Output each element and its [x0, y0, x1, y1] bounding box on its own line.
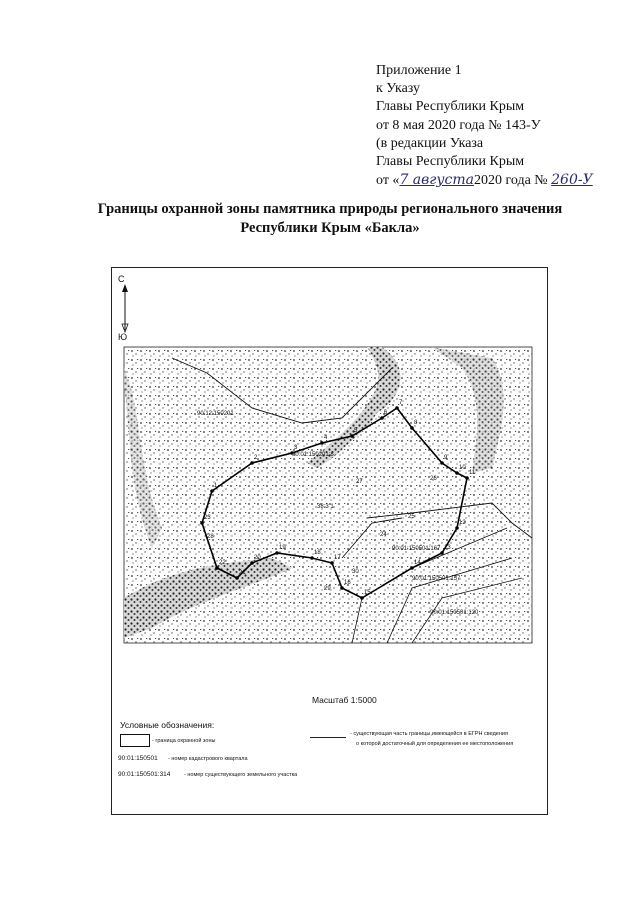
point-label: 21 [239, 570, 246, 576]
point-label: 14 [414, 560, 421, 566]
handwritten-number: 260-У [551, 172, 593, 189]
point-label: 24 [380, 532, 387, 538]
legend-quarter-desc: - номер кадастрового квартала [168, 756, 248, 762]
zone-label: 38:3 1 [317, 504, 334, 510]
point-label: 23 [204, 515, 211, 521]
map-scale: Масштаб 1:5000 [312, 695, 377, 705]
point-label: 22 [219, 560, 226, 566]
point-label: 29 [324, 586, 331, 592]
point-label: 18 [314, 550, 321, 556]
legend-existing-desc-1: - существующая часть границы,имеющейся в ЕГРН сведения [350, 731, 508, 737]
point-label: 16 [344, 580, 351, 586]
header-line: Главы Республики Крым [376, 99, 525, 115]
point-label: 27 [356, 479, 363, 485]
point-label: 10 [459, 465, 466, 471]
header-line: от 8 мая 2020 года № 143-У [376, 117, 541, 133]
handwritten-date: 7 августа [399, 172, 474, 189]
point-label: 28 [207, 534, 214, 540]
legend-title: Условные обозначения: [120, 720, 215, 730]
legend-existing-line [310, 737, 346, 738]
compass-south-label: Ю [118, 332, 128, 342]
point-label: 3 [294, 445, 298, 451]
compass-north-label: С [118, 274, 125, 284]
map-frame [111, 267, 548, 815]
legend-parcel-desc: - номер существующего земельного участка [184, 772, 298, 778]
legend-zone-swatch [120, 734, 150, 747]
document-title [40, 200, 620, 238]
quarter-label: 90:12:150201 [197, 411, 234, 417]
point-label: 4 [324, 435, 328, 441]
legend-quarter-code: 90:01:150501 [118, 755, 158, 762]
point-label: 12 [459, 520, 466, 526]
point-label: 8 [414, 420, 418, 426]
parcel-label: 90:01:150501:120 [430, 610, 479, 616]
point-label: 19 [279, 545, 286, 551]
point-label: 15 [364, 590, 371, 596]
parcel-label: 90:01:150501:167 [392, 546, 441, 552]
header-line: (в редакции Указа [376, 135, 484, 151]
header-line: Приложение 1 [376, 63, 462, 78]
point-label: 20 [254, 555, 261, 561]
point-label: 11 [469, 470, 476, 476]
point-label: 30 [352, 569, 359, 575]
point-label: 1 [214, 483, 218, 489]
point-label: 5 [354, 428, 358, 434]
point-label: 6 [384, 410, 388, 416]
point-label: 13 [444, 545, 451, 551]
parcel-label: 90:01:150501:157 [412, 576, 461, 582]
point-label: 7 [399, 400, 403, 406]
header-line: к Указу [376, 81, 421, 97]
legend-parcel-code: 90:01:150501:314 [118, 771, 171, 778]
amendment-prefix: от « [376, 173, 400, 189]
point-label: 25 [408, 514, 415, 520]
header-amendment-date [376, 171, 626, 190]
header-line: Главы Республики Крым [376, 154, 525, 170]
point-label: 26 [430, 476, 437, 482]
title-line-1: Границы охранной зоны памятника природы регионального значения [97, 201, 563, 217]
legend-existing-desc-2: о которой достаточный для определения ее местоположения [356, 741, 514, 747]
point-label: 2 [254, 455, 258, 461]
document-header [376, 62, 626, 190]
point-label: 9 [444, 455, 448, 461]
parcel-label: 90:01:150201:8 [292, 452, 334, 458]
point-label: 17 [334, 555, 341, 561]
amendment-middle: 2020 года № [473, 173, 548, 189]
legend-zone-desc: - граница охранной зоны [152, 738, 216, 744]
title-line-2: Республики Крым «Бакла» [240, 220, 420, 236]
